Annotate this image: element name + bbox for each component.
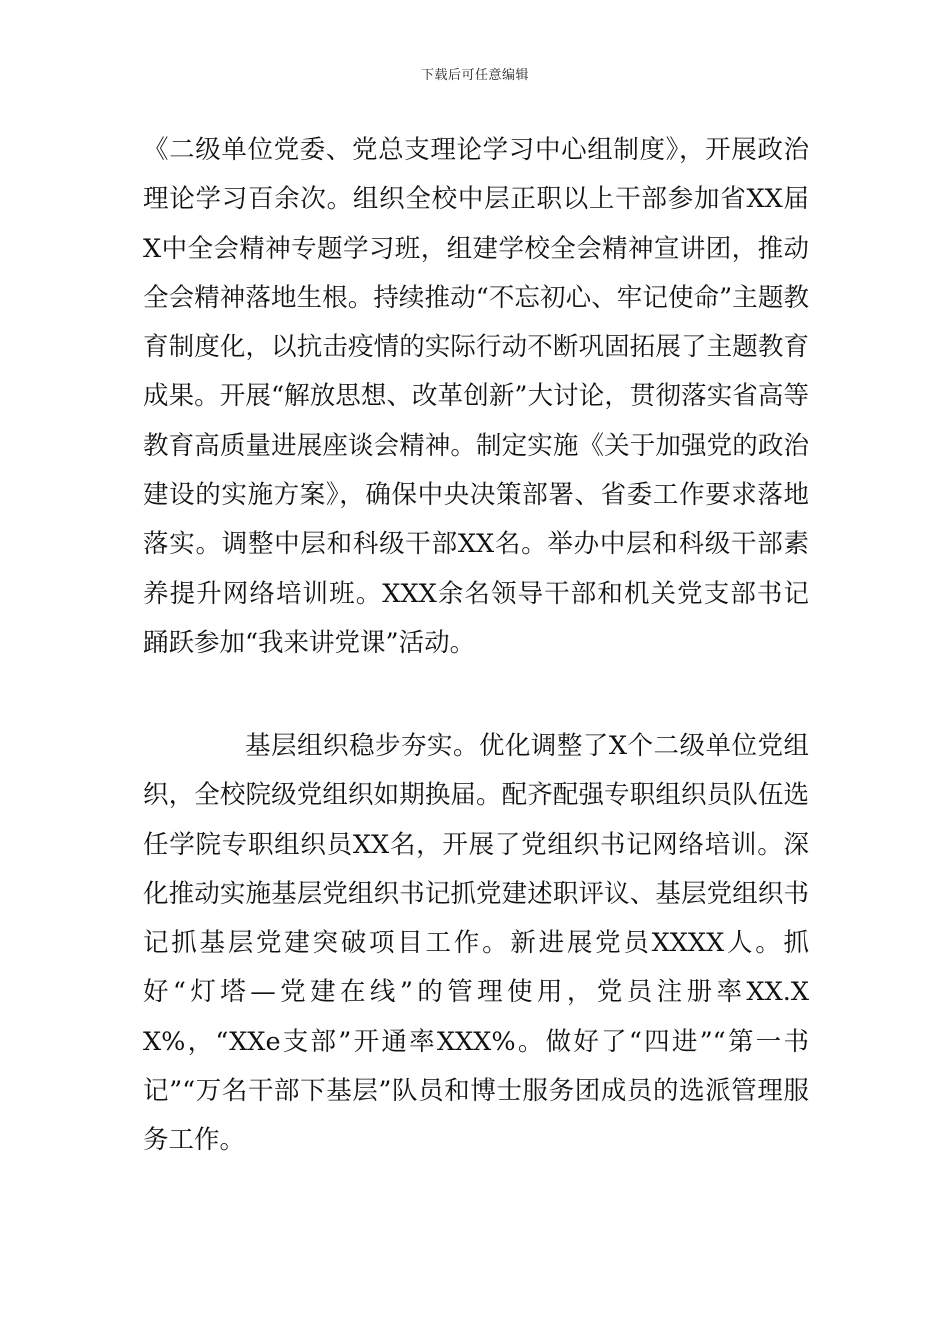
body-paragraph-2: 基层组织稳步夯实。优化调整了X个二级单位党组织，全校院级党组织如期换届。配齐配强专职组织员队伍选任学院专职组织员XX名，开展了党组织书记网络培训。深化推动实施基层党组织书记抓党建述职评议、基层党组织书记抓基层党建突破项目工作。新进展党员XXXX人。抓好“灯塔—党建在线”的管理使用，党员注册率XX.XX%，“XXe支部”开通率XXX%。做好了“四进”“第一书记”“万名干部下基层”队员和博士服务团成员的选派管理服务工作。 (143, 731, 809, 1156)
body-paragraph-1: 《二级单位党委、党总支理论学习中心组制度》，开展政治理论学习百余次。组织全校中层正职以上干部参加省XX届X中全会精神专题学习班，组建学校全会精神宣讲团，推动全会精神落地生根。持续推动“不忘初心、牢记使命”主题教育制度化，以抗击疫情的实际行动不断巩固拓展了主题教育成果。开展“解放思想、改革创新”大讨论，贯彻落实省高等教育高质量进展座谈会精神。制定实施《关于加强党的政治建设的实施方案》，确保中央决策部署、省委工作要求落地落实。调整中层和科级干部XX名。举办中层和科级干部素养提升网络培训班。XXX余名领导干部和机关党支部书记踊跃参加“我来讲党课”活动。 (143, 135, 809, 658)
header-note: 下载后可任意编辑 (420, 68, 529, 83)
